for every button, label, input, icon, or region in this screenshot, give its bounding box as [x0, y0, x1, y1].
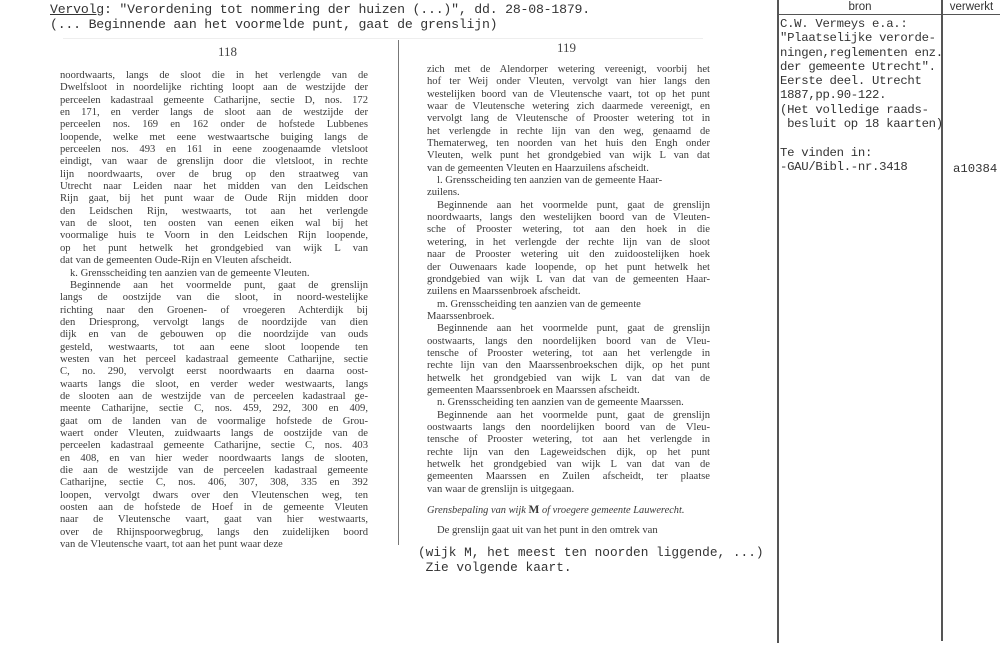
page-number-left: 118 — [218, 44, 238, 59]
text-line: k. Grensscheiding ten aanzien van de gemeente Vleuten. — [70, 267, 310, 279]
header-title: : "Verordening tot nommering der huizen (...)", dd. 28-08-1879. — [104, 2, 590, 17]
bron-line: (Het volledige raads- — [780, 102, 929, 117]
bron-line — [780, 131, 943, 145]
text-line: gesteld, westwaarts, tot aan eene sloot loopende ten — [60, 341, 368, 353]
bron-line: Eerste deel. Utrecht — [780, 74, 922, 89]
text-line: van de Vleutensche vaart, tot aan het punt waar deze — [60, 539, 283, 551]
text-line: hetwelk het grondgebied van wijk L van dat van de — [427, 459, 710, 470]
text-line: westen van het perceel kadastraal gemeente Catharijne, sectie — [60, 353, 368, 365]
bron-line: "Plaatselijke verorde- — [780, 31, 936, 46]
text-line: waert onder Vleuten, zuidwaarts langs de oostzijde van de — [60, 427, 368, 439]
right-page-body — [427, 64, 710, 496]
text-line: oostwaarts, langs den noordelijken boord van de Vleu- — [427, 335, 710, 347]
text-line: den Leidschen Rijn, westwaarts, tot aan het verlengde — [60, 205, 368, 217]
text-line: gaat om de landen van de voormalige hofstede de Grou- — [60, 415, 368, 427]
text-line: waar de Vleutensche wetering zich daarmede vereenigt, en — [427, 101, 710, 113]
text-line: grondgebied van wijk L van dat van de gemeenten Haar- — [427, 273, 710, 285]
text-line: langs de oostzijde van die sloot, in noord-westelijke — [60, 292, 368, 304]
bron-line: C.W. Vermeys e.a.: — [780, 17, 908, 31]
text-line: vervolgt lang de Vleutensche of Prooster wetering tot in — [427, 113, 710, 125]
column-header-verwerkt: verwerkt — [949, 1, 994, 13]
text-line: oosten aan de hofstede de Hoef in de gemeente Vleuten — [60, 502, 368, 514]
text-line: loopende, welke met eene westwaartsche buiging langs de — [60, 131, 368, 143]
text-line: richting naar den Groenen- of vroegeren Achterdijk bij — [60, 304, 368, 316]
text-line: rechte lijn van den Lageweidschen dijk, op het punt — [427, 446, 710, 458]
section-heading-letter: M — [528, 504, 540, 517]
text-line: noordwaarts, langs de sloot die in het verlengde van de — [60, 70, 368, 81]
text-line: perceelen nos. 169 en 162 onder de hofstede Lubbenes — [60, 119, 368, 131]
text-line: tensche of Prooster wetering, tot aan het verlengde in — [427, 347, 710, 359]
text-line: wetering, in het verlengde der rechte lijn van de sloot — [427, 236, 710, 248]
text-line: der Ouwenaars kade loopende, op het punt hetwelk het — [427, 261, 710, 273]
text-line: C, no. 290, vervolgt eerst noordwaarts en daarna oost- — [60, 366, 368, 378]
note-line-2: Zie volgende kaart. — [418, 560, 572, 575]
text-line: op het punt hetwelk het grondgebied van wijk L van — [60, 242, 368, 254]
bron-cell — [780, 17, 943, 174]
section-heading — [427, 504, 710, 517]
text-line: en 171, en verder langs de sloot aan de westzijde der — [60, 107, 368, 119]
text-line: en 408, en van hier weder noordwaarts langs de slooten, — [60, 452, 368, 464]
header-subtitle: (... Beginnende aan het voormelde punt, gaat de grenslijn) — [50, 17, 498, 32]
bron-line: ningen,reglementen enz. — [780, 45, 943, 60]
bron-line: 1887,pp.90-122. — [780, 88, 887, 103]
text-line: Dwelfsloot in noordelijke richting loopt aan de westzijde der — [60, 82, 368, 94]
text-line: Rijn gaat, bij het punt waar de Oude Rijn midden door — [60, 193, 368, 205]
bron-line: Te vinden in: — [780, 145, 873, 160]
page-number-right: 119 — [557, 40, 577, 55]
page-gutter-divider — [398, 40, 399, 545]
text-line: zuilens en Maarssenbroek afscheidt. — [427, 286, 581, 298]
text-line: dijk en van de gebouwen op die noordzijde van ouds — [60, 329, 368, 341]
text-line: Maarssenbroek. — [427, 310, 495, 322]
text-line: waarts langs die sloot, en verder weder westwaarts, langs — [60, 378, 368, 390]
bron-line: besluit op 18 kaarten) — [780, 117, 943, 132]
text-line: rechte lijn van den Maarssenbroekschen dijk, op het punt — [427, 360, 710, 372]
text-line: gemeenten Maarssenbroek en Maarssen afscheidt. — [427, 384, 640, 396]
typed-note — [418, 545, 764, 575]
table-border-left — [777, 0, 779, 643]
section-heading-pre: Grensbepaling van wijk — [427, 505, 529, 517]
text-line: de slooten aan de westzijde van de perceelen kadastraal ge- — [60, 390, 368, 402]
text-line: den Driesprong, vervolgt langs de noordzijde van dien — [60, 316, 368, 328]
verwerkt-cell: a10384 — [953, 162, 998, 176]
column-header-bron: bron — [848, 1, 872, 13]
text-line: l. Grensscheiding ten aanzien van de gemeente Haar- — [437, 175, 663, 187]
text-line: Beginnende aan het voormelde punt, gaat de grenslijn — [70, 279, 368, 291]
scanned-page-right — [427, 64, 710, 538]
text-line: n. Grensscheiding ten aanzien van de gemeente Maarssen. — [437, 397, 684, 409]
text-line: m. Grensscheiding ten aanzien van de gemeente — [437, 298, 641, 310]
text-line: hof ter Weij onder Vleuten, vervolgt van hier langs den — [427, 76, 710, 88]
text-line: zuilens. — [427, 187, 460, 199]
text-line: sche of Prooster wetering, tot aan den hoek in die — [427, 224, 710, 236]
text-line: die aan de westzijde van de perceelen kadastraal gemeente — [60, 465, 368, 476]
text-line: westelijken boord van de Vleutensche vaart, tot op het punt — [427, 88, 710, 100]
text-line: meente Catharijne, sectie C, nos. 459, 292, 300 en 409, — [60, 403, 368, 415]
text-line: Utrecht naar Leiden naar het midden van den Leidschen — [60, 181, 368, 193]
text-line: van waar de grenslijn is uitgegaan. — [427, 483, 575, 495]
text-line: zich met de Alendorper wetering vereenigt, voorbij het — [427, 64, 710, 75]
text-line: van de gemeenten Vleuten en Haarzuilens afscheidt. — [427, 162, 649, 174]
text-line: tensche of Prooster wetering, tot aan het verlengde in — [427, 434, 710, 446]
section-heading-post: of vroegere gemeente Lauwerecht. — [539, 505, 685, 517]
text-line: over de Rhijnspoorwegbrug, langs den zuidelijken boord — [60, 526, 368, 538]
text-line: Thematerweg, ten noorden van het huis den Engh onder — [427, 138, 710, 150]
text-line: naar de Vleutensche vaart, gaat van hier westwaarts, — [60, 514, 368, 526]
text-line: oostwaarts langs den noordelijken boord van de Vleu- — [427, 421, 710, 433]
text-line: lijn noordwaarts, over de brug op den straatweg van — [60, 168, 368, 180]
text-line: perceelen nos. 493 en 161 in eene zoogenaamde vletsloot — [60, 144, 368, 156]
text-line: hetwelk het grondgebied van wijk L van dat van de — [427, 372, 710, 384]
text-line: perceelen kadastraal gemeente Catharijne, sectie C, nos. 403 — [60, 440, 368, 452]
bron-line: der gemeente Utrecht". — [780, 59, 936, 74]
header-label: Vervolg — [50, 2, 104, 17]
text-line: noordwaarts, langs den westelijken boord van de Vleuten- — [427, 212, 710, 224]
text-line: Beginnende aan het voormelde punt, gaat de grenslijn — [437, 323, 710, 335]
text-line: voormalige huis te Voorn in den Leidschen Rijn loopende, — [60, 230, 368, 242]
note-line-1: (wijk M, het meest ten noorden liggende, ...) — [418, 545, 764, 560]
scanned-page-left — [60, 70, 368, 551]
text-line: Catharijne, sectie C, nos. 406, 307, 308, 335 en 392 — [60, 477, 368, 489]
text-line: eindigt, van waar de grenslijn door die vletsloot, in rechte — [60, 156, 368, 168]
scan-edge — [63, 38, 703, 39]
text-line: het verlengde in rechte lijn van den weg, genaamd de — [427, 125, 710, 137]
final-line: De grenslijn gaat uit van het punt in den omtrek van — [437, 525, 658, 537]
bron-line: -GAU/Bibl.-nr.3418 — [780, 159, 908, 174]
text-line: loopen, vervolgt dwars over den Vleutenschen weg, ten — [60, 489, 368, 501]
text-line: Beginnende aan het voormelde punt, gaat de grenslijn — [437, 199, 710, 211]
text-line: Vleuten, welk punt het grondgebied van wijk L van dat — [427, 150, 710, 162]
text-line: Beginnende aan het voormelde punt, gaat de grenslijn — [437, 409, 710, 421]
text-line: naar de Prooster wetering uit den zuidoostelijken hoek — [427, 249, 710, 261]
text-line: van de sloot, ten oosten van eenen eiken wal bij het — [60, 218, 368, 230]
table-header-rule — [777, 14, 1000, 15]
text-line: perceelen kadastraal gemeente Catharijne, sectie D, nos. 172 — [60, 94, 368, 106]
document-header — [50, 2, 590, 32]
text-line: gemeenten Maarssen en Zuilen afscheidt, ter plaatse — [427, 471, 710, 483]
text-line: dat van de gemeenten Oude-Rijn en Vleuten afscheidt. — [60, 255, 292, 267]
